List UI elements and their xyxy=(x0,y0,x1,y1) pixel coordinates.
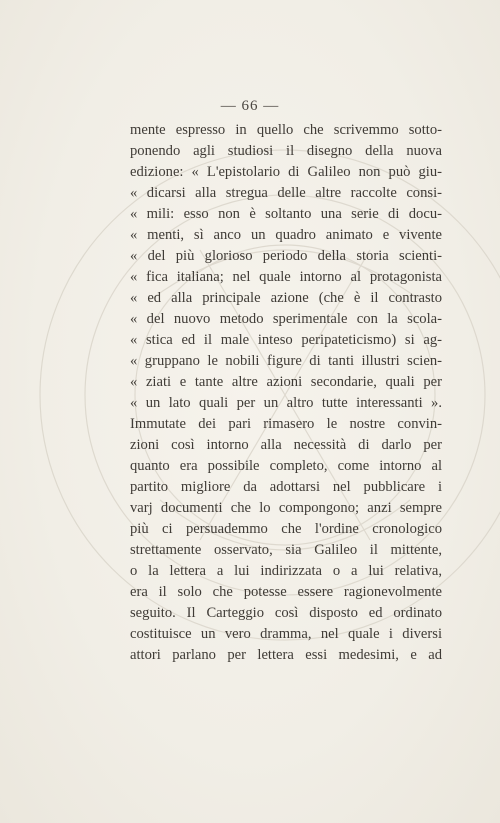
text-line: « menti, sì anco un quadro animato e vivente xyxy=(130,227,442,243)
text-line: mente espresso in quello che scrivemmo sotto- xyxy=(130,122,442,138)
text-line: Immutate dei pari rimasero le nostre convin- xyxy=(130,416,442,432)
text-line: varj documenti che lo compongono; anzi sempre xyxy=(130,500,442,516)
text-line: « mili: esso non è soltanto una serie di docu- xyxy=(130,206,442,222)
page-number: — 66 — xyxy=(220,98,280,114)
text-line: « un lato quali per un altro tutte interessanti ». xyxy=(130,395,442,411)
text-line: ponendo agli studiosi il disegno della nuova xyxy=(130,143,442,159)
text-line: « stica ed il male inteso peripateticismo) si ag- xyxy=(130,332,442,348)
text-line: più ci persuademmo che l'ordine cronologico xyxy=(130,521,442,537)
text-line: partito migliore da adottarsi nel pubblicare i xyxy=(130,479,442,495)
text-line: zioni così intorno alla necessità di darlo per xyxy=(130,437,442,453)
text-line: seguito. Il Carteggio così disposto ed ordinato xyxy=(130,605,442,621)
text-line: o la lettera a lui indirizzata o a lui relativa, xyxy=(130,563,442,579)
body-text xyxy=(130,120,442,666)
text-line: « ziati e tante altre azioni secondarie, quali per xyxy=(130,374,442,390)
text-line: costituisce un vero dramma, nel quale i diversi xyxy=(130,626,442,642)
text-line: « ed alla principale azione (che è il contrasto xyxy=(130,290,442,306)
text-line: « gruppano le nobili figure di tanti illustri scien- xyxy=(130,353,442,369)
text-line: era il solo che potesse essere ragionevolmente xyxy=(130,584,442,600)
text-line: « dicarsi alla stregua delle altre raccolte consi- xyxy=(130,185,442,201)
text-line: « del più glorioso periodo della storia scienti- xyxy=(130,248,442,264)
text-line: quanto era possibile completo, come intorno al xyxy=(130,458,442,474)
text-line: « del nuovo metodo sperimentale con la scola- xyxy=(130,311,442,327)
text-line: strettamente osservato, sia Galileo il mittente, xyxy=(130,542,442,558)
text-line: « fica italiana; nel quale intorno al protagonista xyxy=(130,269,442,285)
text-line: edizione: « L'epistolario di Galileo non può giu- xyxy=(130,164,442,180)
text-line: attori parlano per lettera essi medesimi, e ad xyxy=(130,647,442,663)
